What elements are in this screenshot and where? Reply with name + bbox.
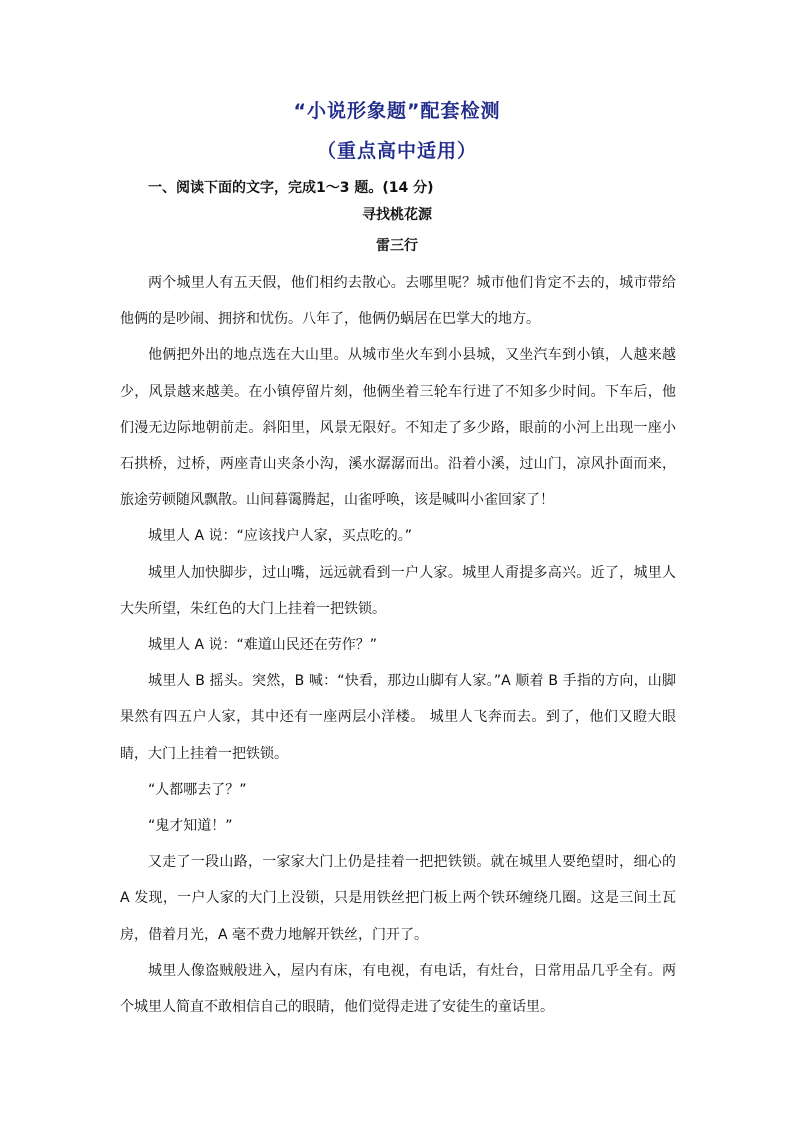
paragraph: 城里人加快脚步，过山嘴，远远就看到一户人家。城里人甭提多高兴。近了，城里人大失所望，朱红色的大门上挂着一把铁锁。	[120, 564, 676, 617]
story-body	[120, 265, 676, 1025]
paragraph: “人都哪去了？”	[148, 781, 247, 798]
section-heading: 一、阅读下面的文字，完成1～3 题。(14 分)	[148, 180, 434, 196]
paragraph: 两个城里人有五天假，他们相约去散心。去哪里呢？城市他们肯定不去的，城市带给他俩的是吵闹、拥挤和忧伤。八年了，他俩仍蜗居在巴掌大的地方。	[120, 275, 676, 328]
paragraph: 城里人 B 摇头。突然，B 喊：“快看，那边山脚有人家。”A 顺着 B 手指的方向，山脚果然有四五户人家，其中还有一座两层小洋楼。 城里人飞奔而去。到了，他们又瞪大眼睛，大门上挂着一把铁锁。	[120, 673, 676, 762]
paragraph: 城里人 A 说：“难道山民还在劳作？”	[148, 637, 377, 654]
story-author: 雷三行	[376, 238, 418, 254]
document-title: “小说形象题”配套检测	[293, 100, 501, 122]
document-subtitle: （重点高中适用）	[316, 140, 477, 162]
story-title: 寻找桃花源	[362, 207, 432, 223]
paragraph: 又走了一段山路，一家家大门上仍是挂着一把把铁锁。就在城里人要绝望时，细心的 A 发现，一户人家的大门上没锁，只是用铁丝把门板上两个铁环缠绕几圈。这是三间土瓦房，借着月光，A 毫不费力地解开铁丝，门开了。	[120, 854, 676, 943]
paragraph: 他俩把外出的地点选在大山里。从城市坐火车到小县城，又坐汽车到小镇，人越来越少，风景越来越美。在小镇停留片刻，他俩坐着三轮车行进了不知多少时间。下车后，他们漫无边际地朝前走。斜阳里，风景无限好。不知走了多少路，眼前的小河上出现一座小石拱桥，过桥，两座青山夹条小沟，溪水潺潺而出。沿着小溪，过山门，凉风扑面而来，旅途劳顿随风飘散。山间暮霭腾起，山雀呼唤，该是喊叫小雀回家了！	[120, 347, 676, 509]
paragraph: “鬼才知道！”	[148, 818, 233, 835]
paragraph: 城里人 A 说：“应该找户人家，买点吃的。”	[148, 528, 412, 545]
paragraph: 城里人像盗贼般进入，屋内有床，有电视，有电话，有灶台，日常用品几乎全有。两个城里人简直不敢相信自己的眼睛，他们觉得走进了安徒生的童话里。	[120, 962, 676, 1016]
